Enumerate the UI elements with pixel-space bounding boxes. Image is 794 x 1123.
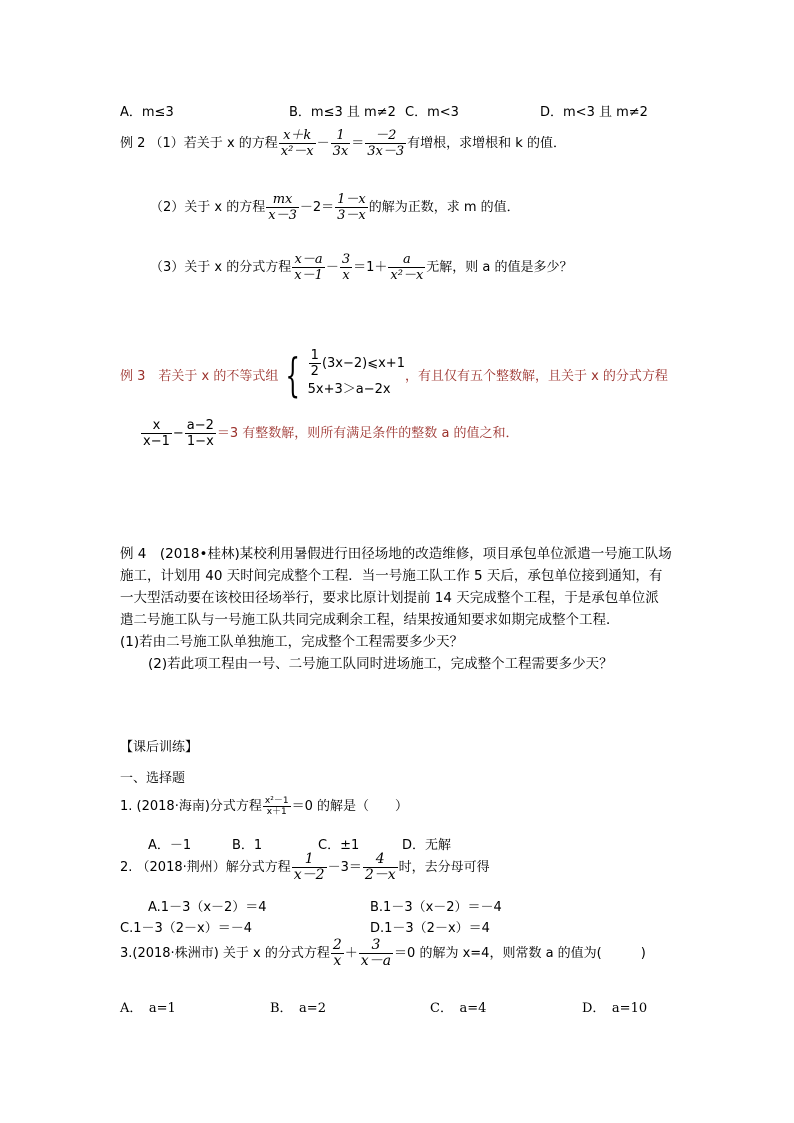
ineq1-fraction: $\frac{1}{2}$ [310,348,319,379]
example-4-line-2: 施工，计划用 40 天时间完成整个工程．当一号施工队工作 5 天后，承包单位接到通知，有 [120,568,663,584]
example-2-part-2 [150,192,520,223]
hw-q2-fraction-1: $\frac{1}{x-2}$ [293,851,325,883]
ex2-p1-equals: ＝ [351,136,365,151]
homework-q2 [120,852,490,883]
hw-q1-option-b: B．1 [232,838,263,853]
ex2-p1-fraction-2: $\frac{1}{3x}$ [332,128,349,159]
ex3-suffix: ＝3 有整数解，则所有满足条件的整数 a 的值之和． [216,426,519,441]
hw-q3-option-d: D． a=10 [582,1001,648,1016]
hw-q2-option-b: B.1－3（x－2）＝－4 [370,900,502,915]
example-4-line-3: 一大型活动要在该校田径场举行，要求比原计划提前 14 天完成整个工程，于是承包单位派 [120,590,659,606]
ex2-p1-prefix: 例 2 （1）若关于 x 的方程 [120,136,278,151]
ex2-p3-prefix: （3）关于 x 的分式方程 [150,260,292,275]
example-2-part-1 [120,128,566,159]
prev-option-d: D．m<3 且 m≠2 [540,105,648,120]
example-4-question-2: (2)若此项工程由一号、二号施工队同时进场施工，完成整个工程需要多少天？ [148,656,613,672]
ex2-p2-suffix: 的解为正数，求 m 的值． [368,200,520,215]
hw-q2-prefix: 2. （2018·荆州）解分式方程 [120,860,291,875]
example-3-line-2 [140,418,519,449]
ex2-p1-fraction-1: $\frac{x+k}{\text{x²－x}}$ [280,128,314,159]
prev-option-b: B．m≤3 且 m≠2 [289,105,396,120]
prev-option-c: C．m<3 [405,105,459,120]
ex2-p2-fraction-2: $\frac{1-x}{3-x}$ [337,192,366,223]
hw-q3-option-b: B． a=2 [270,1001,326,1016]
homework-section-choice: 一、选择题 [120,771,186,786]
hw-q1-fraction: $\frac{\text{x²－1}}{x+1}$ [264,796,289,817]
example-3-line-1 [120,348,668,401]
example-4-line-1: 例 4 (2018•桂林)某校利用暑假进行田径场地的改造维修，项目承包单位派遣一号施工队场 [120,546,672,562]
hw-q3-prefix: 3.(2018·株洲市) 关于 x 的分式方程 [120,946,330,961]
hw-q1-option-d: D．无解 [402,838,452,853]
ex3-fraction-1: $\frac{x}{x-1}$ [143,418,170,449]
ex2-p2-mid: －2＝ [299,200,335,215]
hw-q3-suffix: ＝0 的解为 x=4，则常数 a 的值为( ) [394,946,646,961]
ex3-mid: ，有且仅有五个整数解，且关于 x 的分式方程 [404,369,668,384]
ex2-p2-fraction-1: $\frac{mx}{x-3}$ [268,192,297,223]
example-4-line-4: 遣二号施工队与一号施工队共同完成剩余工程，结果按通知要求如期完成整个工程． [120,612,620,628]
hw-q1-prefix: 1. (2018·海南)分式方程 [120,799,262,814]
inequality-1: $\frac{1}{2}$ (3x−2)⩽x+1 [310,348,405,379]
homework-q1 [120,795,408,817]
ex2-p3-suffix: 无解，则 a 的值是多少？ [426,260,573,275]
ex2-p3-fraction-2: $\frac{3}{x}$ [341,252,351,283]
hw-q2-option-c: C.1－3（2－x）＝－4 [120,921,252,936]
ex2-p3-fraction-3: $\frac{a}{\text{x²－x}}$ [390,252,424,283]
ex2-p1-minus: － [316,136,330,151]
hw-q2-option-a: A.1－3（x－2）＝4 [148,900,267,915]
hw-q2-suffix: 时，去分母可得 [398,860,490,875]
example-2-part-3 [150,252,573,283]
hw-q3-plus: ＋ [344,946,358,961]
hw-q3-fraction-2: $\frac{3}{x-a}$ [360,937,392,969]
example-4-question-1: (1)若由二号施工队单独施工，完成整个工程需要多少天？ [120,634,464,650]
homework-title: 【课后训练】 [120,740,199,755]
ex3-fraction-2: $\frac{a-2}{1-x}$ [186,418,214,449]
hw-q1-option-a: A．－1 [148,838,192,853]
inequality-2: 5x+3＞a−2x [307,382,391,397]
inequality-system [308,348,405,401]
ex2-p1-suffix: 有增根，求增根和 k 的值． [407,136,566,151]
hw-q3-option-c: C． a=4 [430,1001,487,1016]
homework-q3 [120,938,646,969]
hw-q3-fraction-1: $\frac{2}{x}$ [332,937,342,969]
ex2-p3-minus: － [325,260,339,275]
prev-option-a: A．m≤3 [120,105,174,120]
ex3-prefix: 例 3 若关于 x 的不等式组 [120,369,279,384]
hw-q3-option-a: A． a=1 [120,1001,176,1016]
ex3-minus: − [172,426,184,441]
hw-q1-suffix: ＝0 的解是（ ） [291,799,408,814]
hw-q2-mid: －3＝ [327,860,362,875]
brace-icon: { [285,347,301,402]
hw-q2-fraction-2: $\frac{4}{2-x}$ [364,851,396,883]
ex2-p3-fraction-1: $\frac{x-a}{x-1}$ [294,252,323,283]
ex2-p1-fraction-3: $\frac{-2}{3x-3}$ [367,128,405,159]
hw-q2-option-d: D.1－3（2－x）＝4 [370,921,490,936]
ex2-p2-prefix: （2）关于 x 的方程 [150,200,266,215]
hw-q1-option-c: C．±1 [318,838,360,853]
ex2-p3-mid: ＝1＋ [353,260,388,275]
